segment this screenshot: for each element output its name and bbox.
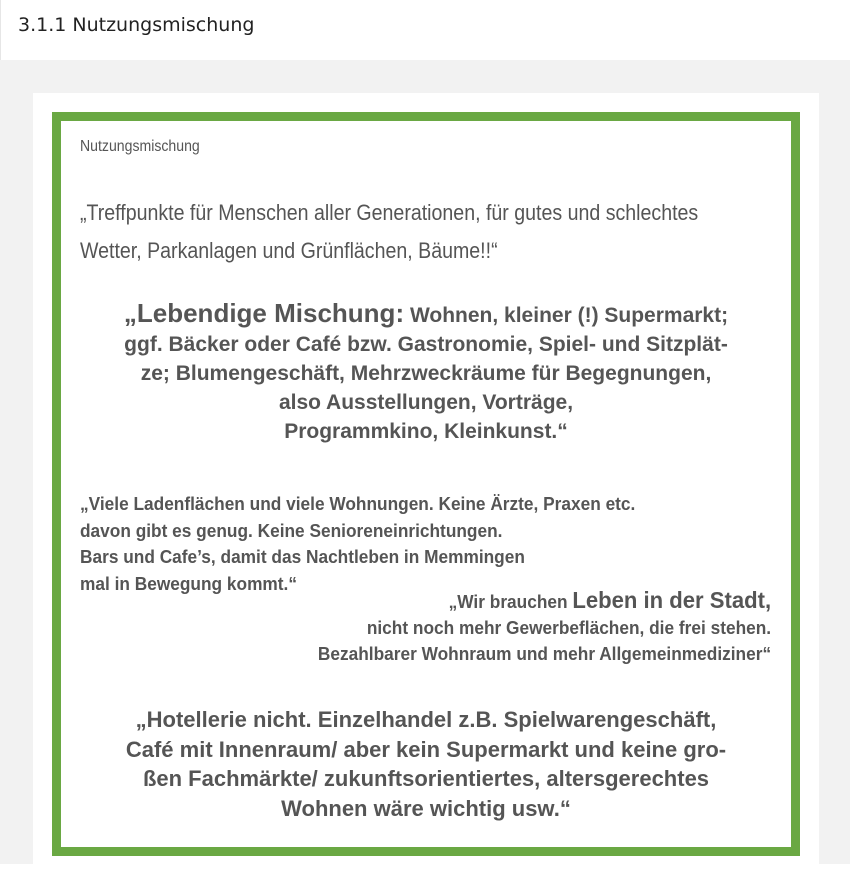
quote-leben-in-der-stadt — [318, 587, 771, 667]
document-image — [33, 93, 819, 873]
quote-line: nicht noch mehr Gewerbeflächen, die frei stehen. — [366, 618, 771, 638]
quote-line — [61, 299, 791, 330]
section-label: Nutzungsmischung — [80, 138, 200, 155]
quote-hotellerie — [61, 705, 791, 823]
quote-text: „Wir brauchen — [448, 592, 573, 612]
quote-line: mal in Bewegung kommt.“ — [80, 573, 297, 594]
quote-lebendige-mischung — [61, 299, 791, 446]
quote-line: also Ausstellungen, Vorträge, — [278, 391, 574, 414]
quote-line — [318, 587, 771, 615]
quote-line: „Treffpunkte für Menschen aller Generationen, für gutes und schlechtes — [80, 200, 699, 225]
quote-text: Wohnen, kleiner (!) Supermarkt; — [404, 304, 729, 327]
quote-line: ze; Blumengeschäft, Mehrzweckräume für Begegnungen, — [140, 362, 712, 385]
quote-line: ggf. Bäcker oder Café bzw. Gastronomie, Spiel- und Sitzplät- — [124, 333, 728, 356]
quote-line: „Hotellerie nicht. Einzelhandel z.B. Spielwarengeschäft, — [135, 707, 717, 732]
quote-emphasis: „Lebendige Mischung: — [123, 298, 405, 328]
quote-line: Bezahlbarer Wohnraum und mehr Allgemeinmediziner“ — [317, 644, 771, 664]
quote-treffpunkte — [80, 194, 698, 270]
page-title: 3.1.1 Nutzungsmischung — [18, 14, 255, 36]
quote-line: ßen Fachmärkte/ zukunftsorientiertes, altersgerechtes — [142, 766, 710, 791]
green-frame — [52, 112, 800, 856]
quote-line: Programmkino, Kleinkunst.“ — [284, 420, 568, 443]
quote-line: Café mit Innenraum/ aber kein Supermarkt und keine gro- — [125, 736, 727, 762]
quote-emphasis: Leben in der Stadt — [572, 587, 765, 613]
quote-line: Wetter, Parkanlagen und Grünflächen, Bäume!!“ — [80, 238, 498, 263]
quote-line: „Viele Ladenflächen und viele Wohnungen. Keine Ärzte, Praxen etc. — [80, 494, 636, 514]
page-header — [0, 0, 850, 60]
quote-line: davon gibt es genug. Keine Senioreneinrichtungen. — [80, 520, 503, 541]
quote-line: Wohnen wäre wichtig usw.“ — [281, 795, 571, 821]
content-area — [0, 60, 850, 864]
quote-line: Bars und Cafe’s, damit das Nachtleben in Memmingen — [80, 547, 525, 567]
quote-text: , — [764, 587, 771, 613]
quote-ladenflaechen — [80, 491, 635, 597]
